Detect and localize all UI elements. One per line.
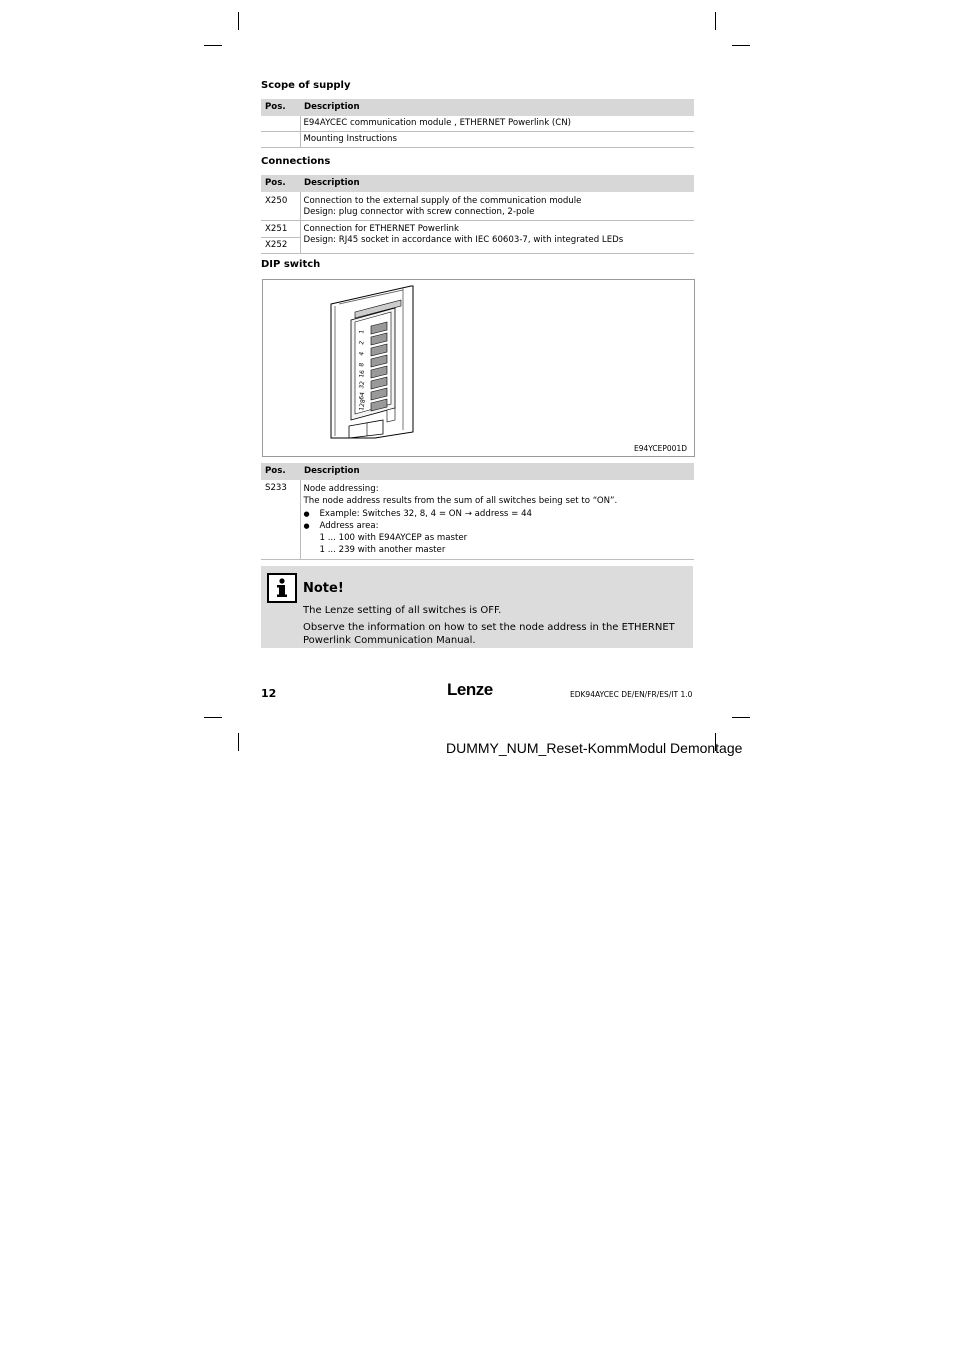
crop-mark <box>204 45 222 46</box>
table-row <box>261 221 694 254</box>
bullet-item <box>320 520 692 557</box>
desc-line: Design: plug connector with screw connection, 2-pole <box>303 207 535 217</box>
figure-caption: E94YCEP001D <box>633 444 687 453</box>
desc-cell <box>300 221 694 254</box>
pos-x251: X251 <box>261 221 300 238</box>
note-text: The Lenze setting of all switches is OFF. <box>303 605 502 616</box>
note-title: Note! <box>303 581 344 596</box>
table-header <box>261 463 694 480</box>
page-number: 12 <box>261 687 277 700</box>
crop-mark <box>204 717 222 718</box>
pos-x252: X252 <box>265 240 288 250</box>
crop-mark <box>238 12 239 30</box>
dip-switch-label: 64 <box>358 391 367 401</box>
pos-cell <box>261 221 300 254</box>
scope-table <box>261 99 694 148</box>
dip-switch-drawing <box>263 280 694 456</box>
table-header <box>261 175 694 192</box>
doc-reference: EDK94AYCEC DE/EN/FR/ES/IT 1.0 <box>570 690 693 699</box>
bullet-item: ● Example: Switches 32, 8, 4 = ON → address = 44 <box>320 508 692 520</box>
desc-line: Node addressing: <box>303 484 379 494</box>
table-row <box>261 192 694 221</box>
desc-line: Connection to the external supply of the communication module <box>303 196 582 206</box>
dummy-label: DUMMY_NUM_Reset-KommModul Demontage <box>446 740 743 756</box>
sub-line: 1 ... 239 with another master <box>319 545 446 556</box>
crop-mark <box>732 717 750 718</box>
table-row <box>261 116 694 132</box>
desc-header: Description <box>300 99 694 116</box>
pos-header: Pos. <box>261 175 300 192</box>
connections-table <box>261 175 694 254</box>
desc-line: Connection for ETHERNET Powerlink <box>303 224 459 234</box>
desc-cell <box>300 192 694 221</box>
desc-header: Description <box>300 175 694 192</box>
desc-line: The node address results from the sum of all switches being set to “ON”. <box>303 496 618 507</box>
desc-header: Description <box>300 463 694 480</box>
connections-heading: Connections <box>261 156 331 167</box>
pos-cell: S233 <box>261 480 300 559</box>
note-text: Observe the information on how to set the node address in the ETHERNET Powerlink Communication Manual. <box>303 622 675 646</box>
table-row <box>261 480 694 559</box>
pos-cell <box>261 132 300 148</box>
crop-mark <box>238 733 239 751</box>
bullet-text: ● Address area: <box>319 520 379 531</box>
table-row <box>261 132 694 148</box>
dip-switch-label: 1 <box>358 329 366 335</box>
dip-switch-figure <box>262 279 695 457</box>
crop-mark <box>732 45 750 46</box>
desc-cell <box>300 480 694 559</box>
pos-header: Pos. <box>261 463 300 480</box>
scope-heading: Scope of supply <box>261 80 351 91</box>
pos-header: Pos. <box>261 99 300 116</box>
pos-cell: X250 <box>261 192 300 221</box>
dip-switch-label: 4 <box>358 351 366 357</box>
desc-line: Design: RJ45 socket in accordance with IEC 60603-7, with integrated LEDs <box>303 235 624 245</box>
dip-switch-label: 16 <box>358 369 367 379</box>
dip-switch-label: 128 <box>358 398 367 412</box>
table-header <box>261 99 694 116</box>
sub-line: 1 ... 100 with E94AYCEP as master <box>319 533 468 544</box>
dip-table <box>261 463 694 560</box>
desc-cell: E94AYCEC communication module , ETHERNET Powerlink (CN) <box>300 116 694 132</box>
desc-cell: Mounting Instructions <box>300 132 694 148</box>
lenze-logo: Lenze <box>447 680 493 699</box>
dip-switch-label: 2 <box>358 340 366 346</box>
bullet-list <box>304 508 692 557</box>
info-icon <box>267 573 297 603</box>
crop-mark <box>715 12 716 30</box>
dip-switch-label: 32 <box>358 380 367 390</box>
note-box <box>261 566 693 648</box>
pos-cell <box>261 116 300 132</box>
dip-heading: DIP switch <box>261 259 321 270</box>
dip-switch-label: 8 <box>358 362 366 368</box>
